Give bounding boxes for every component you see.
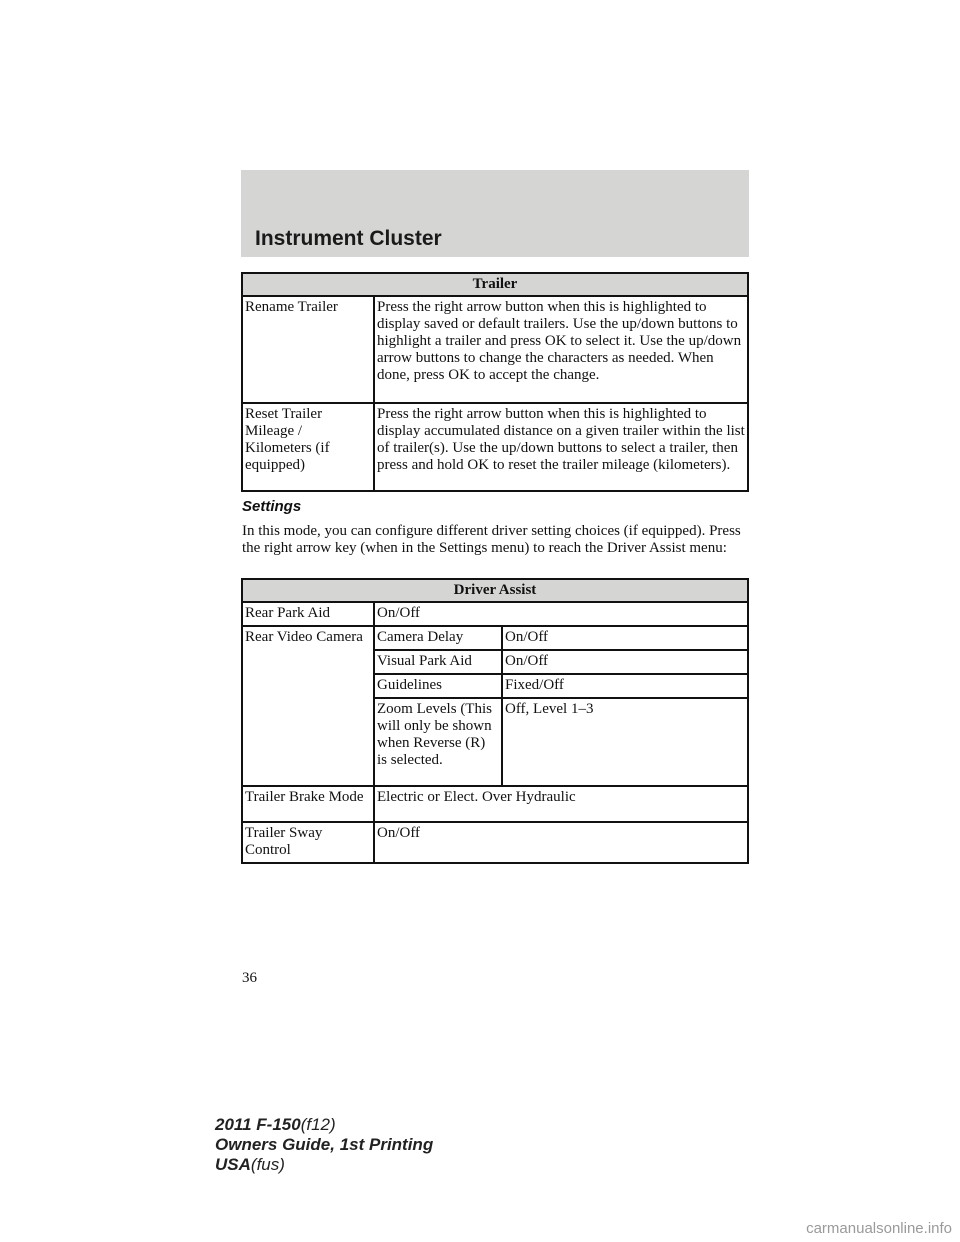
- footer-market-code: (fus): [250, 1155, 285, 1174]
- footer-model: 2011 F-150: [215, 1115, 301, 1134]
- table-row: [242, 822, 748, 863]
- trailer-sway-control-label: Trailer Sway Control: [242, 822, 374, 863]
- table-header-row: [242, 579, 748, 602]
- trailer-brake-mode-label: Trailer Brake Mode: [242, 786, 374, 822]
- settings-heading: Settings: [242, 498, 302, 515]
- trailer-brake-mode-value: Electric or Elect. Over Hydraulic: [374, 786, 748, 822]
- driver-assist-table: [241, 578, 749, 864]
- section-header-band: [241, 170, 749, 257]
- rear-park-aid-label: Rear Park Aid: [242, 602, 374, 626]
- footer-line-1: [215, 1115, 433, 1135]
- trailer-table-title: Trailer: [242, 273, 748, 296]
- page-number: 36: [242, 970, 257, 986]
- footer-model-code: (f12): [300, 1115, 336, 1134]
- table-row: [242, 602, 748, 626]
- camera-delay-value: On/Off: [502, 626, 748, 650]
- visual-park-aid-value: On/Off: [502, 650, 748, 674]
- footer-market: USA: [215, 1155, 251, 1174]
- rear-park-aid-value: On/Off: [374, 602, 748, 626]
- zoom-levels-label: Zoom Levels (This will only be shown when Reverse (R) is selected.: [374, 698, 502, 786]
- document-footer: [215, 1115, 433, 1175]
- rear-video-camera-label: Rear Video Camera: [242, 626, 374, 786]
- zoom-levels-value: Off, Level 1–3: [502, 698, 748, 786]
- rename-trailer-label: Rename Trailer: [242, 296, 374, 403]
- guidelines-value: Fixed/Off: [502, 674, 748, 698]
- table-row: [242, 403, 748, 491]
- table-header-row: [242, 273, 748, 296]
- rename-trailer-description: Press the right arrow button when this is highlighted to display saved or default trailers. Use the up/down buttons to highlight a trailer and press OK to select it. Use the up/down arrow buttons to change the characters as needed. When done, press OK to accept the change.: [374, 296, 748, 403]
- footer-line-2: Owners Guide, 1st Printing: [215, 1135, 434, 1154]
- visual-park-aid-label: Visual Park Aid: [374, 650, 502, 674]
- table-row: [242, 296, 748, 403]
- site-watermark: carmanualsonline.info: [806, 1220, 952, 1237]
- settings-intro-paragraph: In this mode, you can configure different driver setting choices (if equipped). Press the right arrow key (when in the Settings menu) to reach the Driver Assist menu:: [242, 523, 741, 556]
- driver-assist-table-title: Driver Assist: [242, 579, 748, 602]
- table-row: [242, 626, 748, 650]
- reset-trailer-mileage-label: Reset Trailer Mileage / Kilometers (if equipped): [242, 403, 374, 491]
- trailer-table: [241, 272, 749, 492]
- table-row: [242, 786, 748, 822]
- guidelines-label: Guidelines: [374, 674, 502, 698]
- camera-delay-label: Camera Delay: [374, 626, 502, 650]
- section-title: Instrument Cluster: [255, 227, 442, 250]
- trailer-sway-control-value: On/Off: [374, 822, 748, 863]
- footer-line-3: [215, 1155, 433, 1175]
- reset-trailer-mileage-description: Press the right arrow button when this is highlighted to display accumulated distance on a given trailer within the list of trailer(s). Use the up/down buttons to select a trailer, then press and hold OK to reset the trailer mileage (kilometers).: [374, 403, 748, 491]
